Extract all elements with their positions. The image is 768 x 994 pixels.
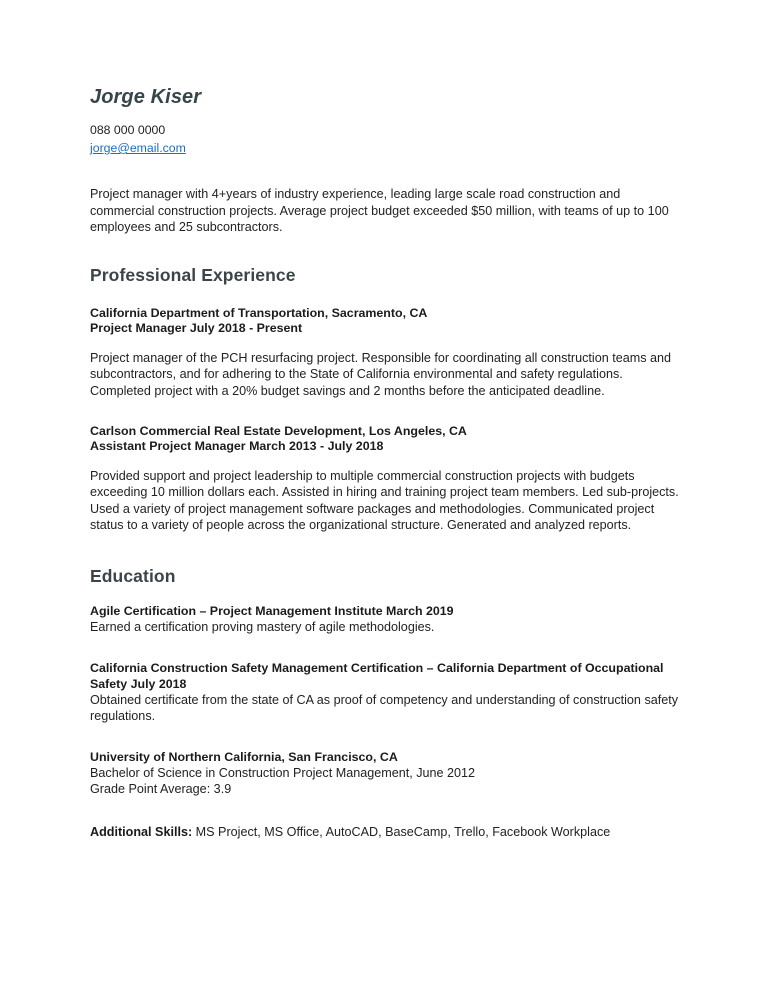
- experience-role: Assistant Project Manager March 2013 - July 2018: [90, 439, 384, 454]
- email-link[interactable]: jorge@email.com: [90, 141, 186, 155]
- education-entry: [90, 660, 680, 725]
- education-detail: Earned a certification proving mastery of agile methodologies.: [90, 619, 435, 634]
- professional-summary: Project manager with 4+years of industry experience, leading large scale road construction and commercial construction projects. Average project budget exceeded $50 million, with teams of up to 100 employees and 25 subcontractors.: [90, 187, 669, 235]
- experience-company: California Department of Transportation, Sacramento, CA: [90, 305, 428, 320]
- additional-skills-value: MS Project, MS Office, AutoCAD, BaseCamp, Trello, Facebook Workplace: [192, 824, 611, 839]
- additional-skills: [90, 824, 680, 841]
- section-heading-experience: Professional Experience: [90, 264, 296, 285]
- experience-description: Project manager of the PCH resurfacing project. Responsible for coordinating all construction teams and subcontractors, and for adhering to the State of California environmental and safety regulations. Completed project with a 20% budget savings and 2 months before the anticipated deadline.: [90, 350, 672, 398]
- education-entry: [90, 749, 680, 798]
- experience-entry: [90, 306, 680, 400]
- education-entry: [90, 603, 680, 636]
- education-title: Agile Certification – Project Management Institute March 2019: [90, 603, 454, 618]
- education-title: University of Northern California, San Francisco, CA: [90, 749, 398, 764]
- experience-description: Provided support and project leadership to multiple commercial construction projects with budgets exceeding 10 million dollars each. Assisted in hiring and training project team members. Led sub-projects. Used a variety of project management software packages and methodologies. Communicated project status to a variety of people across the organizational structure. Generated and analyzed reports.: [90, 468, 679, 533]
- resume-header: [90, 86, 680, 157]
- education-gpa: Grade Point Average: 3.9: [90, 782, 232, 797]
- experience-role: Project Manager July 2018 - Present: [90, 321, 303, 336]
- phone-number: 088 000 0000: [90, 123, 166, 137]
- education-title: California Construction Safety Management Certification – California Department of Occupational Safety July 2018: [90, 660, 664, 691]
- experience-entry: [90, 424, 680, 534]
- candidate-name: Jorge Kiser: [90, 86, 202, 108]
- additional-skills-label: Additional Skills:: [90, 824, 193, 839]
- education-detail: Obtained certificate from the state of CA as proof of competency and understanding of construction safety regulations.: [90, 692, 679, 724]
- resume-content: [90, 86, 680, 841]
- experience-company: Carlson Commercial Real Estate Development, Los Angeles, CA: [90, 423, 467, 438]
- education-detail: Bachelor of Science in Construction Project Management, June 2012: [90, 765, 476, 780]
- section-heading-education: Education: [90, 565, 176, 586]
